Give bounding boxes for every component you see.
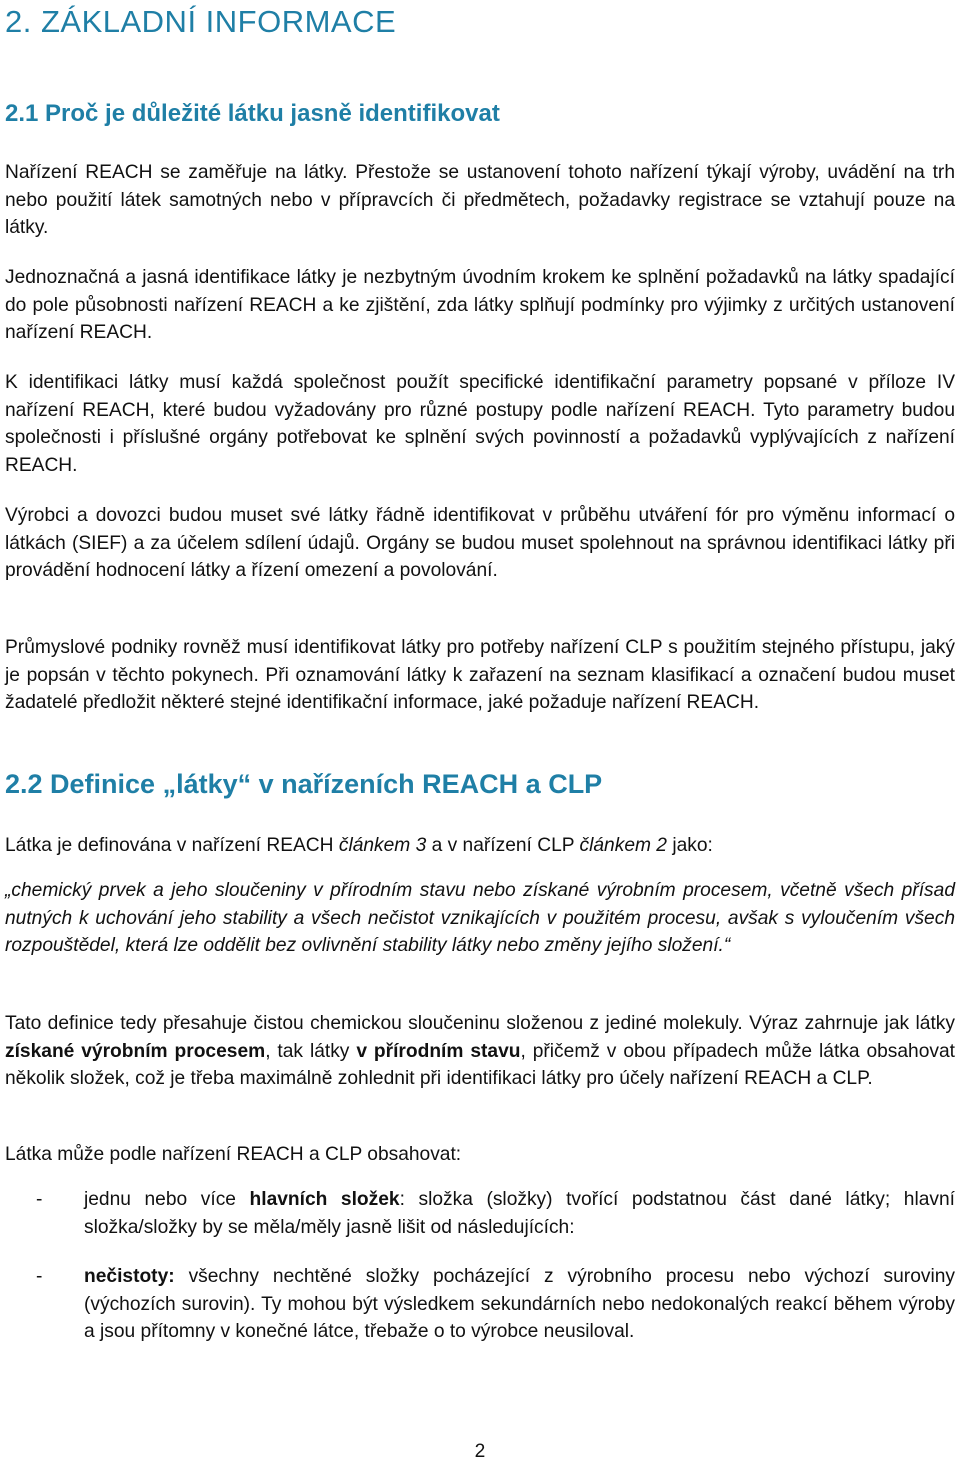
explanation-bold-1: získané výrobním procesem — [5, 1040, 266, 1062]
list-item-text: : složka (složky) tvořící podstatnou část dané látky; hlavní složka/složky by se měla/měly jasně lišit od následujících: — [84, 1189, 955, 1238]
explanation-bold-2: v přírodním stavu — [356, 1040, 521, 1062]
paragraph-5: Průmyslové podniky rovněž musí identifikovat látky pro potřeby nařízení CLP s použitím stejného přístupu, jaký je popsán v těchto pokynech. Při oznamování látky k zařazení na seznam klasifikací a označení budou muset žadatelé předložit některé stejné identifikační informace, jaké požaduje nařízení REACH. — [5, 637, 955, 714]
section-heading: 2. ZÁKLADNÍ INFORMACE — [5, 4, 397, 39]
explanation-text-3: , přičemž v obou případech může látka obsahovat několik složek, což je třeba maximálně zohlednit při identifikaci látky pro účely nařízení REACH a CLP. — [5, 1040, 955, 1090]
list-intro: Látka může podle nařízení REACH a CLP obsahovat: — [5, 1144, 462, 1165]
explanation-text-2: , tak látky — [265, 1040, 357, 1062]
list-item-pre: jednu nebo více — [84, 1189, 250, 1210]
subsection-heading-2-1: 2.1 Proč je důležité látku jasně identifikovat — [5, 100, 500, 127]
substance-definition-quote: „chemický prvek a jeho sloučeniny v přírodním stavu nebo získané výrobním procesem, včetně všech přísad nutných k uchování jeho stability a všech nečistot vznikajících v použitém procesu, avšak s vyloučením všech rozpouštědel, která lze oddělit bez ovlivnění stability látky nebo změny jejího složení.“ — [5, 880, 955, 957]
paragraph-2: Jednoznačná a jasná identifikace látky je nezbytným úvodním krokem ke splnění požadavků na látky spadající do pole působnosti nařízení REACH a ke zjištění, zda látky splňují podmínky pro výjimky z určitých ustanovení nařízení REACH. — [5, 267, 955, 344]
intro-text-2: a v nařízení CLP — [426, 835, 580, 856]
list-item-term: nečistoty: — [84, 1266, 175, 1288]
list-item-term: hlavních složek — [249, 1189, 400, 1210]
list-item-impurities — [5, 1263, 955, 1346]
definition-intro — [5, 832, 955, 860]
intro-text-3: jako: — [666, 835, 713, 856]
explanation-text-1: Tato definice tedy přesahuje čistou chemickou sloučeninu složenou z jediné molekuly. Výraz zahrnuje jak látky — [5, 1013, 955, 1034]
subsection-heading-2-2: 2.2 Definice „látky“ v nařízeních REACH a CLP — [5, 769, 603, 799]
list-bullet: - — [36, 1266, 43, 1288]
intro-ref-article-2: článkem 2 — [579, 835, 667, 856]
intro-ref-article-3: článkem 3 — [338, 835, 427, 856]
list-item-main-constituents — [5, 1186, 955, 1241]
page-number: 2 — [474, 1441, 486, 1462]
paragraph-4: Výrobci a dovozci budou muset své látky řádně identifikovat v průběhu utváření fór pro výměnu informací o látkách (SIEF) a za účelem sdílení údajů. Orgány se budou muset spolehnout na správnou identifikaci látky při provádění hodnocení látky a řízení omezení a povolování. — [5, 505, 955, 582]
paragraph-1: Nařízení REACH se zaměřuje na látky. Přestože se ustanovení tohoto nařízení týkají výroby, uvádění na trh nebo použití látek samotných nebo v přípravcích či předmětech, požadavky registrace se vztahují pouze na látky. — [5, 162, 955, 239]
definition-explanation — [5, 1010, 955, 1093]
list-bullet: - — [36, 1189, 43, 1210]
paragraph-3: K identifikaci látky musí každá společnost použít specifické identifikační parametry popsané v příloze IV nařízení REACH, které budou vyžadovány pro různé postupy podle nařízení REACH. Tyto parametry budou společnosti i příslušné orgány potřebovat ke splnění svých povinností a požadavků vyplývajících z nařízení REACH. — [5, 372, 955, 476]
list-item-text: všechny nechtěné složky pocházející z výrobního procesu nebo výchozí suroviny (výchozích surovin). Ty mohou být výsledkem sekundárních nebo nedokonalých reakcí během výroby a jsou přítomny v konečné látce, třebaže o to výrobce neusiloval. — [84, 1266, 955, 1343]
composition-list — [5, 1186, 955, 1346]
intro-text-1: Látka je definována v nařízení REACH — [5, 835, 339, 856]
